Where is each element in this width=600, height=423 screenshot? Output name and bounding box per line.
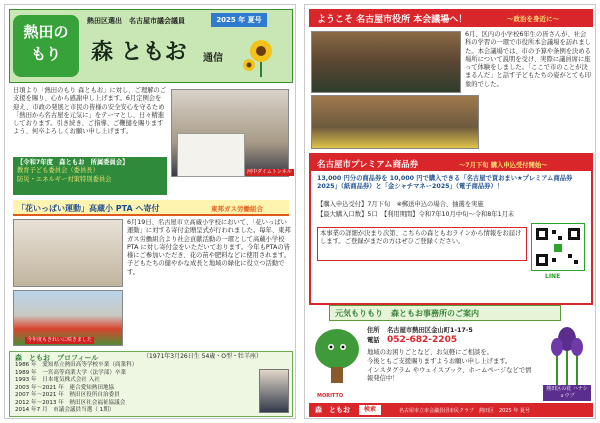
profile-portrait xyxy=(259,369,289,413)
qr-label: LINE xyxy=(545,273,561,280)
article-headline: 「花いっぱい運動」高蔵小 PTA へ寄付 xyxy=(17,204,160,213)
mascot-icon xyxy=(313,325,361,393)
profile-line: 1986 年 愛知県立熱田高等学校卒業（商業科） xyxy=(15,362,138,368)
visit-header xyxy=(309,9,593,27)
footer-name: 森 ともお xyxy=(315,406,350,414)
assembly-hall-photo xyxy=(311,31,461,93)
office-title: 元気もりもり 森ともお事務所のご案内 xyxy=(335,309,479,318)
profile-title: 森 ともお プロフィール xyxy=(15,354,99,362)
address: 名古屋市熱田区金山町1-17-5 xyxy=(387,327,473,334)
classroom-photo xyxy=(311,95,479,149)
role-line: 防災・エネルギー対策特別委員会 xyxy=(17,175,112,183)
voucher-description: 13,000 円分の商品券を 10,000 円で購入できる「名古屋で買おまい★プレミアム商品券 2025」（紙商品券）と「金シャチマネー2025」（電子商品券）！ xyxy=(317,175,573,191)
roles-box xyxy=(13,157,167,195)
profile-line: 2014 年7 月 市議会議員当選（ 1期） xyxy=(15,407,115,413)
left-page xyxy=(4,4,296,419)
profile-birth: （1971年3月26日生 54歳・O型・牡羊座） xyxy=(143,353,262,360)
intro-text: 日頃より「熱田のもり 森ともお」に対し、ご理解のご支援を賜り、心から感謝申し上げます。6月定例会を迎え、市政の発展と市民の皆様の安全安心を守るため「熱田から名古屋を元気に」をテーマとし、日々精進しております。引き続き、ご指導、ご鞭撻を賜りますよう、何卒よろしくお願い申し上げます。 xyxy=(13,87,167,136)
voucher-apply: 【購入申込受付】7月下旬 ※郵送申込の場合、抽選を実施 xyxy=(317,201,484,208)
flowerbed-caption: 今年度もきれいに咲きました xyxy=(27,337,93,343)
document-photo xyxy=(177,133,245,177)
office-note: 地域のお困りごとなど、お気軽にご相談を。 xyxy=(367,349,493,356)
visit-text: 6月、区内の小学校6年生の皆さんが、社会科の学習の一環で市役所本会議場を訪れました。本会議場では、市の予算や条例を決める場所について説明を受け、実際に議員席に座って体験をしました。「ここで市のことが決まるんだ」と話す子どもたちの姿がとても印象的でした。 xyxy=(465,31,591,88)
title-badge: 熱田の もり xyxy=(13,15,79,77)
flower-caption: 熱田区の花 ハナショウブ xyxy=(543,385,591,401)
tel-label: 電話 xyxy=(367,337,380,344)
profile-line: 1989 年 一宮高等商業大学（法学部）卒業 xyxy=(15,369,127,376)
mascot-label: MORITTO xyxy=(317,393,344,399)
voucher-title: 名古屋市プレミアム商品券 xyxy=(317,160,419,170)
office-note: 今後ともご支援賜りますようお願い申し上げます。 xyxy=(367,358,512,365)
right-page xyxy=(304,4,596,419)
profile-list xyxy=(15,362,255,415)
visit-title: ようこそ 名古屋市役所 本会議場へ！ xyxy=(317,15,468,25)
tel-number[interactable]: 052-682-2205 xyxy=(387,335,458,345)
voucher-limits: 【最大購入口数】5口 【利用期間】令和7年10月中旬〜令和8年1月末 xyxy=(317,211,515,218)
profile-line: 1993 年 日本電気株式会社 入社 xyxy=(15,377,100,383)
footer-org: 名古屋市立市会議員団市民クラブ 熱田区 2025 年 夏号 xyxy=(399,408,530,414)
voucher-line-note: 本事業の詳細が決まり次第、こちらの森ともおラインから情報をお届けします。ご登録がまだの方はぜひご登録ください。 xyxy=(317,227,527,261)
issue-badge: 2025 年 夏号 xyxy=(211,13,267,27)
profile-line: 2003 年〜2021 年 連合愛知熱田地協 xyxy=(15,384,115,391)
profile-line: 2012 年〜2013 年 熱田区社会福祉協議会 xyxy=(15,399,126,406)
office-note: インスタグラム やウェイスブック、ホームページなどで情報発信中！ xyxy=(367,367,532,383)
sunflower-icon xyxy=(241,35,281,77)
tsushin-label: 通信 xyxy=(203,53,223,64)
line-qr-code[interactable] xyxy=(531,223,585,271)
article-sponsor: 東邦ガス労働組合 xyxy=(211,205,263,213)
voucher-deadline: 〜7月下旬 購入申込受付開始〜 xyxy=(459,162,548,169)
name-title: 森 ともお xyxy=(91,40,187,65)
address-label: 住所 xyxy=(367,327,380,334)
role-line: 教育子ども委員会（委員長） xyxy=(17,167,99,175)
donation-photo xyxy=(13,219,123,287)
portrait-caption: 河中ダイムトンネル xyxy=(247,169,292,175)
district-label: 熱田区選出 名古屋市議会議員 xyxy=(87,17,185,25)
profile-line: 2007 年〜2021 年 熱田区役所自治委員 xyxy=(15,392,120,398)
article-body: 6月19日、名古屋市立高蔵小学校において、「花いっぱい運動」に対する寄付金贈呈式が行われました。毎年、東邦ガス労働組合より社会貢献活動の一環として高蔵小学校 PTA に対し寄付金をいただいております。今年もPTAの皆様にご参加いただき、花の苗や肥料などに使用されます。子どもたちの健やかな成長と地域の緑化に役立つ活動です。 xyxy=(127,219,291,276)
footer-search-button[interactable]: 検索 xyxy=(359,405,381,415)
iris-flower-icon xyxy=(543,323,591,385)
visit-subtitle: 〜政治を身近に〜 xyxy=(507,15,559,23)
role-line: 【令和7年度 森ともお 所属委員会】 xyxy=(17,159,129,166)
